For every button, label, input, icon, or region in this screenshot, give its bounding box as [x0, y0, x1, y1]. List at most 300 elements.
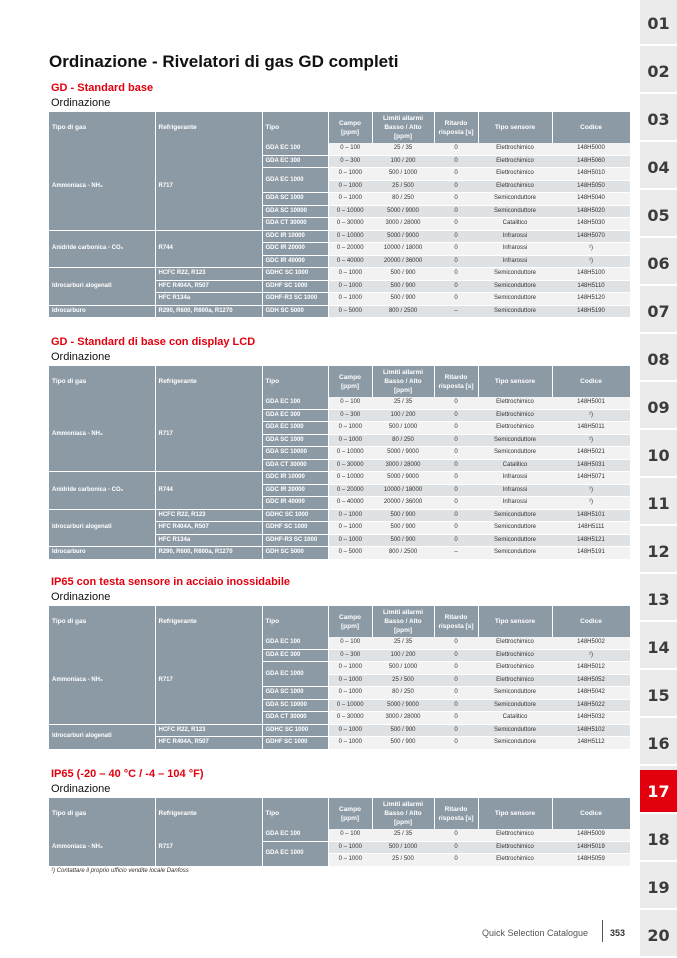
sensor-type-cell: Semiconduttore — [478, 205, 552, 218]
column-header: Limiti allarmi Basso / Alto [ppm] — [372, 366, 434, 397]
column-header: Tipo di gas — [49, 366, 155, 397]
delay-cell: 0 — [434, 724, 478, 737]
range-cell: 0 – 1000 — [328, 724, 372, 737]
refrigerant-cell: R744 — [155, 472, 262, 510]
page-number: 353 — [610, 928, 626, 938]
alarm-limits-cell: 500 / 1000 — [372, 841, 434, 854]
type-cell: GDA EC 1000 — [262, 662, 328, 687]
alarm-limits-cell: 25 / 500 — [372, 180, 434, 193]
chapter-tab-15[interactable]: 15 — [640, 674, 677, 718]
column-header: Tipo — [262, 366, 328, 397]
section-subtitle: Ordinazione — [51, 351, 111, 363]
gas-type-cell: Anidride carbonica - CO₂ — [49, 230, 155, 268]
code-cell: 148H5032 — [552, 712, 630, 725]
section-subtitle: Ordinazione — [51, 591, 111, 603]
delay-cell: 0 — [434, 459, 478, 472]
code-cell: 148H5052 — [552, 674, 630, 687]
sensor-type-cell: Elettrochimico — [478, 674, 552, 687]
sensor-type-cell: Elettrochimico — [478, 143, 552, 155]
gas-type-cell: Idrocarburi alogenati — [49, 509, 155, 547]
column-header: Limiti allarmi Basso / Alto [ppm] — [372, 112, 434, 143]
code-cell: 148H5011 — [552, 422, 630, 435]
chapter-tab-07[interactable]: 07 — [640, 290, 677, 334]
sensor-type-cell: Semiconduttore — [478, 280, 552, 293]
range-cell: 0 – 1000 — [328, 737, 372, 750]
type-cell: GDC IR 40000 — [262, 497, 328, 510]
column-header: Refrigerante — [155, 798, 262, 829]
range-cell: 0 – 30000 — [328, 712, 372, 725]
code-cell: 148H5040 — [552, 193, 630, 206]
type-cell: GDC IR 10000 — [262, 230, 328, 243]
chapter-tab-01[interactable]: 01 — [640, 2, 677, 46]
code-cell: 148H5111 — [552, 522, 630, 535]
sensor-type-cell: Infrarossi — [478, 243, 552, 256]
code-cell: 148H5019 — [552, 841, 630, 854]
type-cell: GDA EC 300 — [262, 649, 328, 662]
section-title: GD - Standard di base con display LCD — [51, 336, 256, 348]
sensor-type-cell: Catalitico — [478, 712, 552, 725]
alarm-limits-cell: 500 / 900 — [372, 737, 434, 750]
type-cell: GDA EC 1000 — [262, 841, 328, 866]
column-header: Limiti allarmi Basso / Alto [ppm] — [372, 606, 434, 637]
code-cell: 148H5071 — [552, 472, 630, 485]
table-row — [49, 305, 630, 318]
alarm-limits-cell: 25 / 35 — [372, 397, 434, 409]
alarm-limits-cell: 100 / 200 — [372, 155, 434, 168]
code-cell: 148H5101 — [552, 509, 630, 522]
chapter-tab-19[interactable]: 19 — [640, 866, 677, 910]
code-cell: 148H5012 — [552, 662, 630, 675]
delay-cell: 0 — [434, 472, 478, 485]
section-subtitle: Ordinazione — [51, 783, 111, 795]
delay-cell: 0 — [434, 737, 478, 750]
range-cell: 0 – 10000 — [328, 699, 372, 712]
delay-cell: 0 — [434, 193, 478, 206]
sensor-type-cell: Infrarossi — [478, 484, 552, 497]
code-cell: 148H5022 — [552, 699, 630, 712]
code-cell: 148H5102 — [552, 724, 630, 737]
refrigerant-cell: HCFC R22, R123 — [155, 509, 262, 522]
alarm-limits-cell: 800 / 2500 — [372, 547, 434, 560]
code-cell: 148H5060 — [552, 155, 630, 168]
delay-cell: 0 — [434, 509, 478, 522]
type-cell: GDA EC 100 — [262, 143, 328, 155]
sensor-type-cell: Catalitico — [478, 459, 552, 472]
range-cell: 0 – 1000 — [328, 193, 372, 206]
range-cell: 0 – 1000 — [328, 674, 372, 687]
sensor-type-cell: Elettrochimico — [478, 829, 552, 841]
delay-cell: 0 — [434, 447, 478, 460]
column-header: Tipo sensore — [478, 798, 552, 829]
table-row — [49, 397, 630, 409]
gas-type-cell: Ammoniaca - NH₃ — [49, 143, 155, 230]
sensor-type-cell: Semiconduttore — [478, 737, 552, 750]
refrigerant-cell: R290, R600, R600a, R1270 — [155, 305, 262, 318]
code-cell: 148H5050 — [552, 180, 630, 193]
section-subtitle: Ordinazione — [51, 97, 111, 109]
range-cell: 0 – 300 — [328, 155, 372, 168]
column-header: Ritardo risposta [s] — [434, 606, 478, 637]
sensor-type-cell: Semiconduttore — [478, 193, 552, 206]
code-cell: ¹) — [552, 434, 630, 447]
delay-cell: 0 — [434, 522, 478, 535]
type-cell: GDHC SC 1000 — [262, 268, 328, 281]
type-cell: GDA EC 300 — [262, 409, 328, 422]
code-cell: 148H5021 — [552, 447, 630, 460]
column-header: Tipo sensore — [478, 112, 552, 143]
chapter-tab-17[interactable]: 17 — [640, 770, 677, 814]
range-cell: 0 – 5000 — [328, 305, 372, 318]
range-cell: 0 – 1000 — [328, 268, 372, 281]
refrigerant-cell: R717 — [155, 397, 262, 472]
table-row — [49, 230, 630, 243]
delay-cell: 0 — [434, 143, 478, 155]
chapter-tab-02[interactable]: 02 — [640, 50, 677, 94]
chapter-tab-06[interactable]: 06 — [640, 242, 677, 286]
code-cell: 148H5010 — [552, 168, 630, 181]
chapter-tabs — [640, 0, 677, 958]
column-header: Ritardo risposta [s] — [434, 112, 478, 143]
type-cell: GDHF-R3 SC 1000 — [262, 534, 328, 547]
chapter-tab-13[interactable]: 13 — [640, 578, 677, 622]
range-cell: 0 – 10000 — [328, 230, 372, 243]
delay-cell: 0 — [434, 712, 478, 725]
sensor-type-cell: Elettrochimico — [478, 155, 552, 168]
gas-type-cell: Idrocarburi alogenati — [49, 268, 155, 306]
delay-cell: 0 — [434, 534, 478, 547]
sensor-type-cell: Semiconduttore — [478, 509, 552, 522]
column-header: Tipo di gas — [49, 112, 155, 143]
range-cell: 0 – 1000 — [328, 180, 372, 193]
refrigerant-cell: HCFC R22, R123 — [155, 724, 262, 737]
delay-cell: 0 — [434, 409, 478, 422]
delay-cell: 0 — [434, 268, 478, 281]
range-cell: 0 – 1000 — [328, 293, 372, 306]
type-cell: GDA SC 10000 — [262, 447, 328, 460]
alarm-limits-cell: 500 / 1000 — [372, 422, 434, 435]
type-cell: GDA EC 1000 — [262, 168, 328, 193]
alarm-limits-cell: 5000 / 9000 — [372, 472, 434, 485]
refrigerant-cell: HFC R404A, R507 — [155, 737, 262, 750]
delay-cell: – — [434, 547, 478, 560]
gas-type-cell: Ammoniaca - NH₃ — [49, 829, 155, 866]
table-row — [49, 268, 630, 281]
column-header: Tipo — [262, 606, 328, 637]
range-cell: 0 – 20000 — [328, 484, 372, 497]
refrigerant-cell: HFC R134a — [155, 293, 262, 306]
column-header: Campo [ppm] — [328, 606, 372, 637]
range-cell: 0 – 1000 — [328, 280, 372, 293]
range-cell: 0 – 20000 — [328, 243, 372, 256]
gas-type-cell: Anidride carbonica - CO₂ — [49, 472, 155, 510]
alarm-limits-cell: 25 / 500 — [372, 854, 434, 867]
alarm-limits-cell: 25 / 35 — [372, 829, 434, 841]
delay-cell: 0 — [434, 293, 478, 306]
alarm-limits-cell: 5000 / 9000 — [372, 230, 434, 243]
delay-cell: 0 — [434, 422, 478, 435]
chapter-tab-18[interactable]: 18 — [640, 818, 677, 862]
sensor-type-cell: Semiconduttore — [478, 522, 552, 535]
range-cell: 0 – 10000 — [328, 447, 372, 460]
range-cell: 0 – 10000 — [328, 472, 372, 485]
chapter-tab-10[interactable]: 10 — [640, 434, 677, 478]
range-cell: 0 – 1000 — [328, 854, 372, 867]
code-cell: ¹) — [552, 409, 630, 422]
chapter-tab-04[interactable]: 04 — [640, 146, 677, 190]
sensor-type-cell: Elettrochimico — [478, 180, 552, 193]
sensor-type-cell: Semiconduttore — [478, 305, 552, 318]
type-cell: GDC IR 10000 — [262, 472, 328, 485]
chapter-tab-05[interactable]: 05 — [640, 194, 677, 238]
column-header: Tipo di gas — [49, 798, 155, 829]
sensor-type-cell: Infrarossi — [478, 230, 552, 243]
column-header: Ritardo risposta [s] — [434, 366, 478, 397]
alarm-limits-cell: 80 / 250 — [372, 434, 434, 447]
sensor-type-cell: Elettrochimico — [478, 854, 552, 867]
order-table — [49, 606, 631, 750]
alarm-limits-cell: 500 / 900 — [372, 268, 434, 281]
range-cell: 0 – 1000 — [328, 687, 372, 700]
type-cell: GDHF SC 1000 — [262, 280, 328, 293]
alarm-limits-cell: 10000 / 18000 — [372, 484, 434, 497]
chapter-tab-03[interactable]: 03 — [640, 98, 677, 142]
alarm-limits-cell: 500 / 1000 — [372, 662, 434, 675]
alarm-limits-cell: 25 / 35 — [372, 143, 434, 155]
sensor-type-cell: Elettrochimico — [478, 409, 552, 422]
section-title: IP65 (-20 – 40 °C / -4 – 104 °F) — [51, 768, 204, 780]
alarm-limits-cell: 3000 / 28000 — [372, 712, 434, 725]
delay-cell: 0 — [434, 687, 478, 700]
sensor-type-cell: Elettrochimico — [478, 649, 552, 662]
code-cell: ¹) — [552, 484, 630, 497]
sensor-type-cell: Semiconduttore — [478, 687, 552, 700]
table-row — [49, 829, 630, 841]
gas-type-cell: Idrocarburo — [49, 305, 155, 318]
code-cell: 148H5059 — [552, 854, 630, 867]
delay-cell: 0 — [434, 854, 478, 867]
code-cell: ¹) — [552, 243, 630, 256]
table-row — [49, 509, 630, 522]
table-row — [49, 472, 630, 485]
alarm-limits-cell: 5000 / 9000 — [372, 699, 434, 712]
range-cell: 0 – 30000 — [328, 218, 372, 231]
range-cell: 0 – 5000 — [328, 547, 372, 560]
column-header: Campo [ppm] — [328, 798, 372, 829]
alarm-limits-cell: 25 / 35 — [372, 637, 434, 649]
section-title: IP65 con testa sensore in acciaio inossidabile — [51, 576, 291, 588]
sensor-type-cell: Semiconduttore — [478, 534, 552, 547]
type-cell: GDHC SC 1000 — [262, 724, 328, 737]
column-header: Ritardo risposta [s] — [434, 798, 478, 829]
code-cell: ¹) — [552, 497, 630, 510]
delay-cell: 0 — [434, 397, 478, 409]
refrigerant-cell: HCFC R22, R123 — [155, 268, 262, 281]
column-header: Limiti allarmi Basso / Alto [ppm] — [372, 798, 434, 829]
column-header: Codice — [552, 112, 630, 143]
delay-cell: 0 — [434, 484, 478, 497]
sensor-type-cell: Semiconduttore — [478, 724, 552, 737]
range-cell: 0 – 1000 — [328, 509, 372, 522]
chapter-tab-08[interactable]: 08 — [640, 338, 677, 382]
sensor-type-cell: Elettrochimico — [478, 422, 552, 435]
range-cell: 0 – 1000 — [328, 168, 372, 181]
chapter-tab-20[interactable]: 20 — [640, 914, 677, 958]
code-cell: 148H5009 — [552, 829, 630, 841]
alarm-limits-cell: 3000 / 28000 — [372, 459, 434, 472]
delay-cell: 0 — [434, 155, 478, 168]
alarm-limits-cell: 800 / 2500 — [372, 305, 434, 318]
table-row — [49, 143, 630, 155]
alarm-limits-cell: 500 / 900 — [372, 280, 434, 293]
alarm-limits-cell: 5000 / 9000 — [372, 205, 434, 218]
delay-cell: 0 — [434, 497, 478, 510]
sensor-type-cell: Infrarossi — [478, 497, 552, 510]
delay-cell: – — [434, 305, 478, 318]
code-cell: 148H5120 — [552, 293, 630, 306]
refrigerant-cell: R744 — [155, 230, 262, 268]
alarm-limits-cell: 80 / 250 — [372, 687, 434, 700]
alarm-limits-cell: 500 / 900 — [372, 522, 434, 535]
range-cell: 0 – 100 — [328, 637, 372, 649]
type-cell: GDC IR 20000 — [262, 243, 328, 256]
code-cell: 148H5121 — [552, 534, 630, 547]
alarm-limits-cell: 500 / 1000 — [372, 168, 434, 181]
delay-cell: 0 — [434, 637, 478, 649]
column-header: Tipo di gas — [49, 606, 155, 637]
type-cell: GDA CT 30000 — [262, 218, 328, 231]
code-cell: 148H5191 — [552, 547, 630, 560]
delay-cell: 0 — [434, 218, 478, 231]
range-cell: 0 – 300 — [328, 409, 372, 422]
delay-cell: 0 — [434, 649, 478, 662]
refrigerant-cell: R290, R600, R600a, R1270 — [155, 547, 262, 560]
section-title: GD - Standard base — [51, 82, 154, 94]
range-cell: 0 – 1000 — [328, 662, 372, 675]
range-cell: 0 – 1000 — [328, 422, 372, 435]
page-title: Ordinazione - Rivelatori di gas GD completi — [49, 52, 399, 71]
refrigerant-cell: R717 — [155, 829, 262, 866]
code-cell: 148H5042 — [552, 687, 630, 700]
alarm-limits-cell: 10000 / 18000 — [372, 243, 434, 256]
sensor-type-cell: Semiconduttore — [478, 434, 552, 447]
range-cell: 0 – 1000 — [328, 434, 372, 447]
range-cell: 0 – 10000 — [328, 205, 372, 218]
type-cell: GDA SC 1000 — [262, 687, 328, 700]
type-cell: GDHC SC 1000 — [262, 509, 328, 522]
range-cell: 0 – 300 — [328, 649, 372, 662]
delay-cell: 0 — [434, 230, 478, 243]
range-cell: 0 – 1000 — [328, 534, 372, 547]
chapter-tab-16[interactable]: 16 — [640, 722, 677, 766]
type-cell: GDA EC 1000 — [262, 422, 328, 435]
table-row — [49, 637, 630, 649]
alarm-limits-cell: 100 / 200 — [372, 409, 434, 422]
code-cell: 148H5110 — [552, 280, 630, 293]
code-cell: 148H5020 — [552, 205, 630, 218]
chapter-tab-12[interactable]: 12 — [640, 530, 677, 574]
table-row — [49, 547, 630, 560]
delay-cell: 0 — [434, 255, 478, 268]
sensor-type-cell: Elettrochimico — [478, 841, 552, 854]
alarm-limits-cell: 3000 / 28000 — [372, 218, 434, 231]
sensor-type-cell: Infrarossi — [478, 255, 552, 268]
delay-cell: 0 — [434, 280, 478, 293]
sensor-type-cell: Semiconduttore — [478, 293, 552, 306]
sensor-type-cell: Elettrochimico — [478, 168, 552, 181]
code-cell: 148H5000 — [552, 143, 630, 155]
gas-type-cell: Ammoniaca - NH₃ — [49, 397, 155, 472]
type-cell: GDC IR 40000 — [262, 255, 328, 268]
code-cell: 148H5112 — [552, 737, 630, 750]
alarm-limits-cell: 500 / 900 — [372, 509, 434, 522]
delay-cell: 0 — [434, 243, 478, 256]
sensor-type-cell: Elettrochimico — [478, 662, 552, 675]
footer-catalogue: Quick Selection Catalogue — [482, 928, 589, 938]
range-cell: 0 – 30000 — [328, 459, 372, 472]
chapter-tab-09[interactable]: 09 — [640, 386, 677, 430]
footer-divider — [602, 920, 603, 942]
alarm-limits-cell: 100 / 200 — [372, 649, 434, 662]
sensor-type-cell: Semiconduttore — [478, 547, 552, 560]
range-cell: 0 – 100 — [328, 143, 372, 155]
type-cell: GDH SC 5000 — [262, 305, 328, 318]
column-header: Refrigerante — [155, 366, 262, 397]
sensor-type-cell: Catalitico — [478, 218, 552, 231]
code-cell: ¹) — [552, 255, 630, 268]
gas-type-cell: Idrocarburo — [49, 547, 155, 560]
code-cell: 148H5190 — [552, 305, 630, 318]
type-cell: GDH SC 5000 — [262, 547, 328, 560]
type-cell: GDA SC 1000 — [262, 193, 328, 206]
column-header: Refrigerante — [155, 606, 262, 637]
code-cell: 148H5001 — [552, 397, 630, 409]
type-cell: GDHF SC 1000 — [262, 522, 328, 535]
refrigerant-cell: HFC R404A, R507 — [155, 280, 262, 293]
column-header: Codice — [552, 798, 630, 829]
type-cell: GDA CT 30000 — [262, 459, 328, 472]
type-cell: GDA EC 100 — [262, 637, 328, 649]
code-cell: ¹) — [552, 649, 630, 662]
refrigerant-cell: R717 — [155, 143, 262, 230]
range-cell: 0 – 100 — [328, 829, 372, 841]
alarm-limits-cell: 5000 / 9000 — [372, 447, 434, 460]
alarm-limits-cell: 20000 / 36000 — [372, 497, 434, 510]
delay-cell: 0 — [434, 662, 478, 675]
delay-cell: 0 — [434, 168, 478, 181]
alarm-limits-cell: 80 / 250 — [372, 193, 434, 206]
delay-cell: 0 — [434, 699, 478, 712]
refrigerant-cell: HFC R404A, R507 — [155, 522, 262, 535]
range-cell: 0 – 40000 — [328, 497, 372, 510]
column-header: Tipo sensore — [478, 606, 552, 637]
sensor-type-cell: Elettrochimico — [478, 637, 552, 649]
alarm-limits-cell: 500 / 900 — [372, 724, 434, 737]
range-cell: 0 – 40000 — [328, 255, 372, 268]
type-cell: GDC IR 20000 — [262, 484, 328, 497]
code-cell: 148H5031 — [552, 459, 630, 472]
column-header: Campo [ppm] — [328, 112, 372, 143]
type-cell: GDA SC 10000 — [262, 205, 328, 218]
column-header: Codice — [552, 606, 630, 637]
type-cell: GDA EC 300 — [262, 155, 328, 168]
type-cell: GDA CT 30000 — [262, 712, 328, 725]
sensor-type-cell: Infrarossi — [478, 472, 552, 485]
chapter-tab-11[interactable]: 11 — [640, 482, 677, 526]
chapter-tab-14[interactable]: 14 — [640, 626, 677, 670]
order-table — [49, 798, 631, 867]
gas-type-cell: Idrocarburi alogenati — [49, 724, 155, 749]
type-cell: GDA EC 100 — [262, 829, 328, 841]
